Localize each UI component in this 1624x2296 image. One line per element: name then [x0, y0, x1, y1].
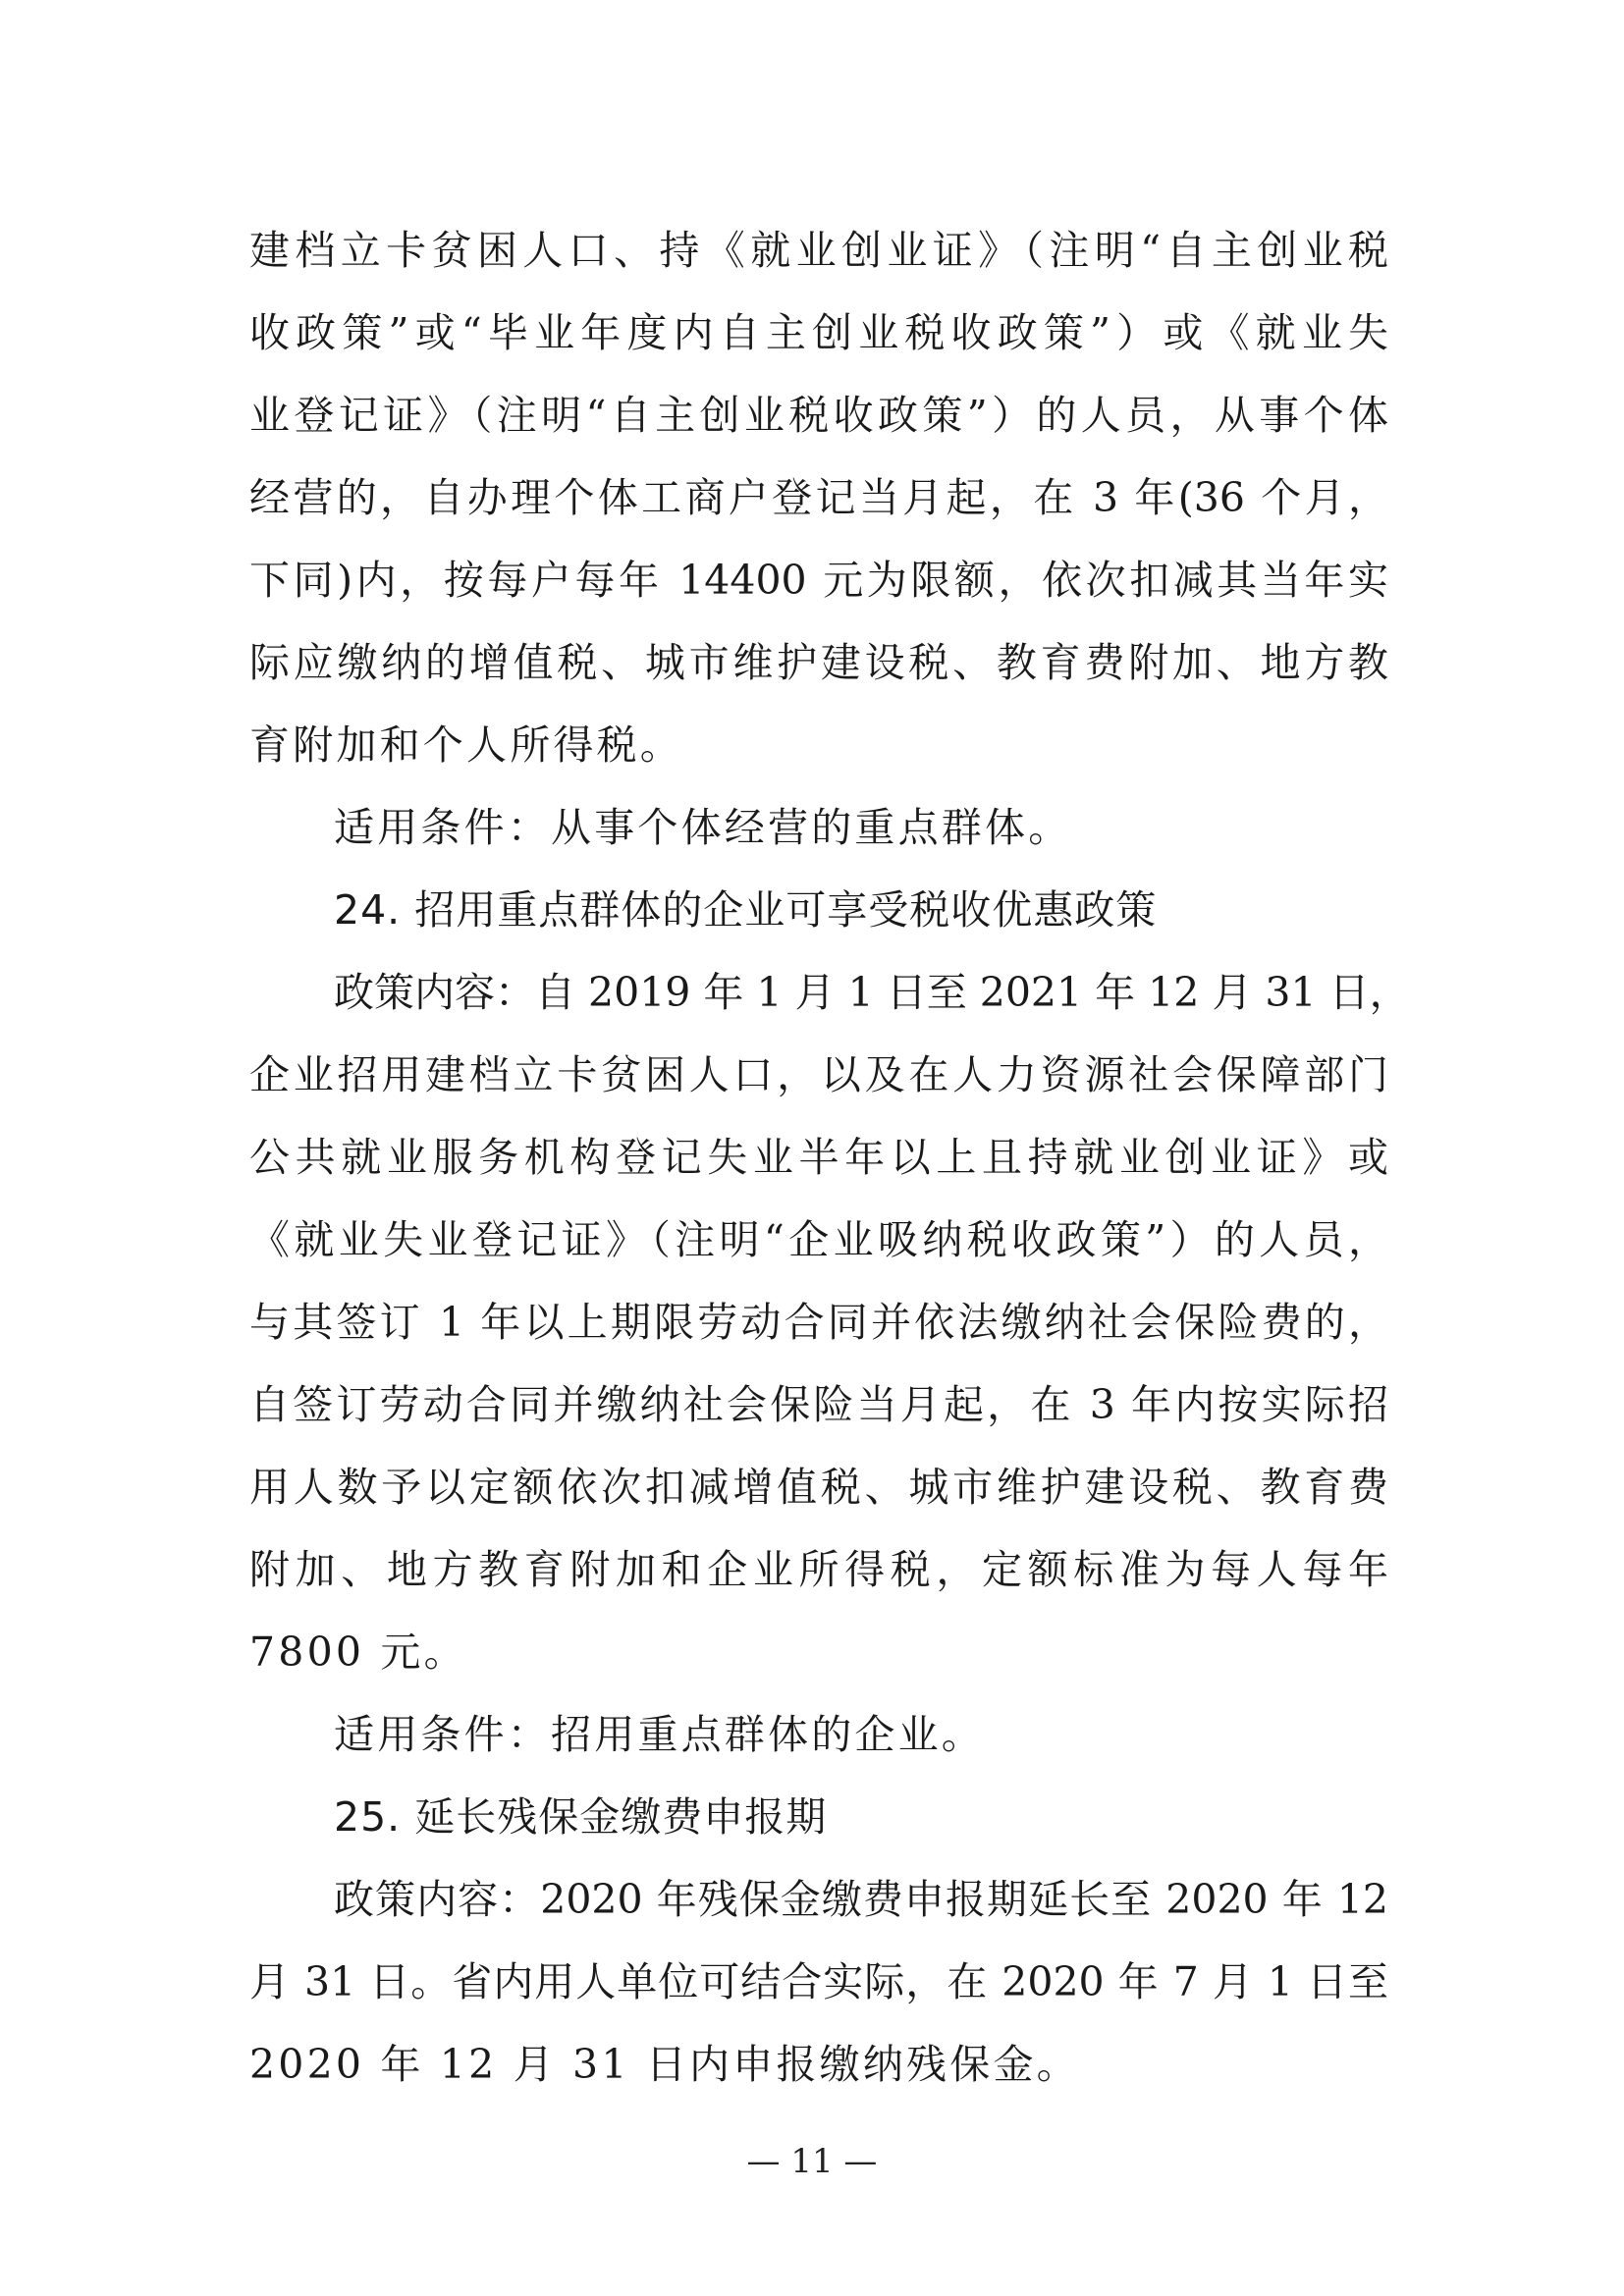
body-text-line: 与其签订 1 年以上期限劳动合同并依法缴纳社会保险费的， [249, 1299, 1388, 1346]
body-text-line: 自签订劳动合同并缴纳社会保险当月起，在 3 年内按实际招 [249, 1381, 1388, 1428]
body-text-line: 建档立卡贫困人口、持《就业创业证》（注明“自主创业税 [249, 227, 1388, 274]
body-text-line: 用人数予以定额依次扣减增值税、城市维护建设税、教育费 [249, 1464, 1388, 1511]
condition-text: 适用条件：从事个体经营的重点群体。 [334, 804, 1072, 851]
body-text-line: 育附加和个人所得税。 [249, 721, 683, 769]
body-text-line: 附加、地方教育附加和企业所得税，定额标准为每人每年 [249, 1546, 1388, 1593]
section-heading-25: 25. 延长残保金缴费申报期 [334, 1793, 828, 1841]
section-heading-24: 24. 招用重点群体的企业可享受税收优惠政策 [334, 886, 1158, 934]
body-text-line: 下同)内，按每户每年 14400 元为限额，依次扣减其当年实 [249, 557, 1388, 604]
body-text-line: 公共就业服务机构登记失业半年以上且持就业创业证》或 [249, 1134, 1388, 1181]
body-text-line: 政策内容：2020 年残保金缴费申报期延长至 2020 年 12 [334, 1876, 1388, 1923]
body-text-line: 月 31 日。省内用人单位可结合实际，在 2020 年 7 月 1 日至 [249, 1958, 1388, 2005]
body-text-line: 2020 年 12 月 31 日内申报缴纳残保金。 [249, 2041, 1080, 2088]
body-text-line: 经营的，自办理个体工商户登记当月起，在 3 年(36 个月， [249, 474, 1388, 521]
body-text-line: 际应缴纳的增值税、城市维护建设税、教育费附加、地方教 [249, 639, 1388, 686]
body-text-line: 政策内容：自 2019 年 1 月 1 日至 2021 年 12 月 31 日， [334, 969, 1410, 1016]
condition-text: 适用条件：招用重点群体的企业。 [334, 1711, 985, 1758]
body-text-line: 7800 元。 [249, 1629, 467, 1676]
body-text-line: 企业招用建档立卡贫困人口，以及在人力资源社会保障部门 [249, 1051, 1388, 1098]
page-number: — 11 — [746, 2142, 878, 2181]
body-text-line: 收政策”或“毕业年度内自主创业税收政策”）或《就业失 [249, 309, 1388, 356]
body-text-line: 业登记证》（注明“自主创业税收政策”）的人员，从事个体 [249, 392, 1388, 439]
body-text-line: 《就业失业登记证》（注明“企业吸纳税收政策”）的人员， [249, 1216, 1388, 1263]
